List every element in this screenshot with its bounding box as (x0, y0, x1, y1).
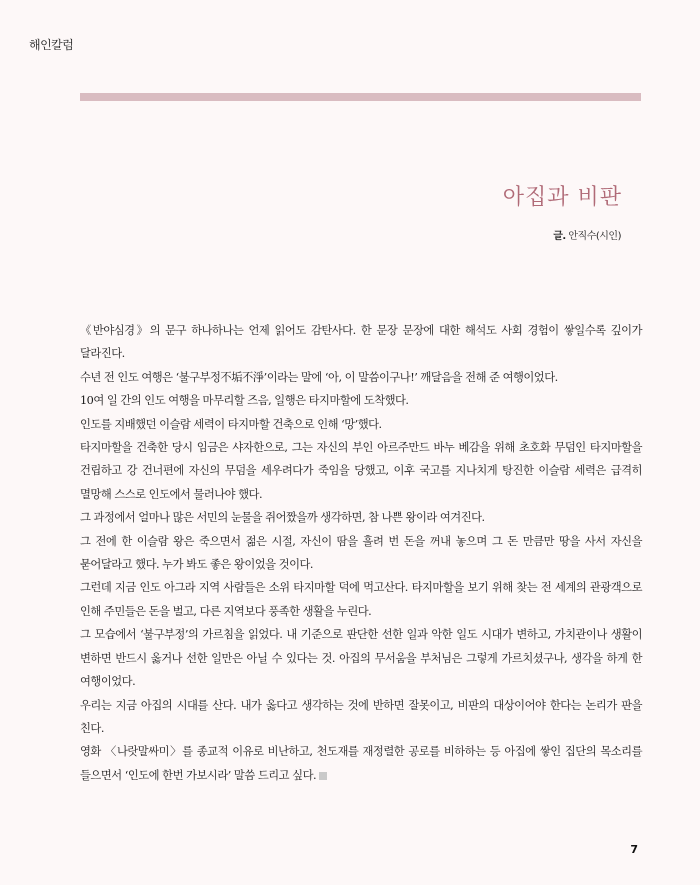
paragraph: 우리는 지금 아집의 시대를 산다. 내가 옳다고 생각하는 것에 반하면 잘못이고, 비판의 대상이어야 한다는 논리가 판을 친다. (80, 698, 642, 735)
paragraph: 수년 전 인도 여행은 ‘불구부정不垢不淨’이라는 말에 ‘아, 이 말씀이구나!’ 깨달음을 전해 준 여행이었다. (80, 370, 558, 384)
paragraph: 그 전에 한 이슬람 왕은 죽으면서 젊은 시절, 자신이 땀을 흘려 번 돈을 꺼내 놓으며 그 돈 만큼만 땅을 사서 자신을 묻어달라고 했다. 누가 봐도 좋은 왕이었을 것이다. (80, 534, 642, 572)
byline-author: 안직수(시인) (568, 231, 621, 242)
byline-label: 글. (553, 231, 566, 242)
paragraph: 그 모습에서 ‘불구부정’의 가르침을 읽었다. 내 기준으로 판단한 선한 일과 악한 일도 시대가 변하고, 가치관이나 생활이 변하면 반드시 옳거나 선한 일만은 아닐 수 있다는 것. 아집의 무서움을 부처님은 그렇게 가르치셨구나, 생각을 하게 한 여행이었다. (80, 628, 642, 689)
byline (553, 227, 621, 242)
section-label: 해인칼럼 (29, 38, 74, 52)
paragraph: 10여 일 간의 인도 여행을 마무리할 즈음, 일행은 타지마할에 도착했다. (80, 394, 409, 408)
paragraph-last (80, 740, 642, 787)
paragraph: 타지마할을 건축한 당시 임금은 샤자한으로, 그는 자신의 부인 아르주만드 바누 베감을 위해 초호화 무덤인 타지마할을 건립하고 강 건너편에 자신의 무덤을 세우려다가 죽임을 당했고, 이후 국고를 지나치게 탕진한 이슬람 세력은 급격히 멸망해 스스로 인도에서 물러나야 했다. (80, 441, 642, 501)
paragraph-last-text: 영화 〈나랏말싸미〉를 종교적 이유로 비난하고, 천도재를 재정렬한 공로를 비하하는 등 아집에 쌓인 집단의 목소리를 들으면서 ‘인도에 한번 가보시라’ 말씀 드리고 싶다. (80, 745, 642, 782)
end-mark-icon (319, 772, 327, 780)
page-number: 7 (630, 843, 638, 856)
paragraph: 《반야심경》의 문구 하나하나는 언제 읽어도 감탄사다. 한 문장 문장에 대한 해석도 사회 경험이 쌓일수록 깊이가 달라진다. (80, 324, 642, 361)
article-body (80, 319, 642, 787)
header-divider-bar (80, 93, 641, 101)
paragraph: 인도를 지배했던 이슬람 세력이 타지마할 건축으로 인해 ‘망’했다. (80, 417, 382, 431)
article-title: 아집과 비판 (502, 185, 622, 210)
paragraph: 그 과정에서 얼마나 많은 서민의 눈물을 쥐어짰을까 생각하면, 참 나쁜 왕이라 여겨진다. (80, 511, 485, 525)
paragraph: 그런데 지금 인도 아그라 지역 사람들은 소위 타지마할 덕에 먹고산다. 타지마할을 보기 위해 찾는 전 세계의 관광객으로 인해 주민들은 돈을 벌고, 다른 지역보다 풍족한 생활을 누린다. (80, 581, 642, 618)
